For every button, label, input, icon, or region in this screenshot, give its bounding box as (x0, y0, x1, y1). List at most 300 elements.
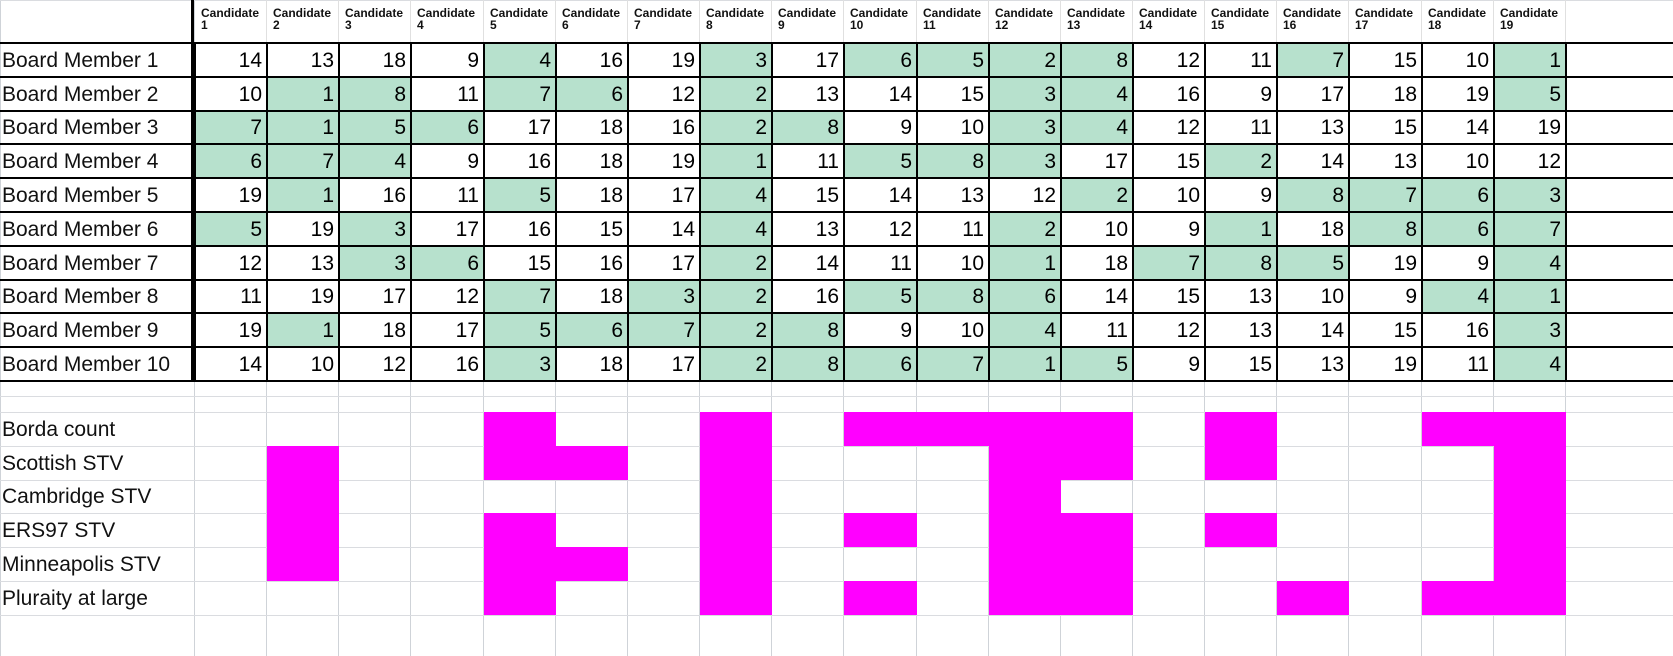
elected-cell[interactable] (1349, 412, 1422, 446)
elected-cell[interactable] (1061, 446, 1133, 480)
rank-cell[interactable]: 14 (238, 352, 262, 376)
rank-cell[interactable]: 19 (238, 183, 262, 207)
elected-cell[interactable] (1205, 412, 1277, 446)
rank-cell[interactable]: 15 (1248, 352, 1272, 376)
rank-cell[interactable]: 12 (455, 285, 479, 308)
elected-cell[interactable] (195, 581, 267, 615)
elected-cell[interactable] (1277, 547, 1349, 581)
rank-cell[interactable]: 9 (1260, 82, 1272, 106)
elected-cell[interactable] (628, 480, 700, 513)
rank-cell[interactable]: 17 (671, 352, 695, 376)
elected-cell[interactable] (772, 446, 844, 480)
rank-cell[interactable]: 10 (960, 251, 984, 275)
rank-cell[interactable]: 4 (700, 178, 772, 212)
row-label-board-member[interactable]: Board Member 6 (2, 217, 159, 241)
rank-cell[interactable]: 4 (1422, 280, 1494, 313)
elected-cell[interactable] (195, 446, 267, 480)
elected-cell[interactable] (1133, 480, 1205, 513)
elected-cell[interactable] (1061, 513, 1133, 547)
elected-cell[interactable] (339, 547, 411, 581)
header-candidate[interactable]: Candidate 10 (844, 0, 917, 42)
header-candidate[interactable]: Candidate 13 (1061, 0, 1133, 42)
elected-cell[interactable] (1061, 581, 1133, 615)
header-candidate[interactable]: Candidate 11 (917, 0, 989, 42)
elected-cell[interactable] (1061, 480, 1133, 513)
rank-cell[interactable]: 19 (1393, 251, 1417, 275)
row-label-method[interactable]: Minneapolis STV (2, 552, 161, 576)
rank-cell[interactable]: 17 (671, 251, 695, 275)
rank-cell[interactable]: 5 (1494, 77, 1566, 111)
elected-cell[interactable] (1349, 446, 1422, 480)
elected-cell[interactable] (411, 513, 484, 547)
rank-cell[interactable]: 7 (628, 313, 700, 347)
rank-cell[interactable]: 14 (1104, 285, 1128, 308)
rank-cell[interactable]: 8 (917, 280, 989, 313)
elected-cell[interactable] (917, 446, 989, 480)
elected-cell[interactable] (1277, 446, 1349, 480)
rank-cell[interactable]: 6 (411, 111, 484, 144)
row-label-board-member[interactable]: Board Member 4 (2, 149, 159, 173)
header-candidate[interactable]: Candidate 5 (484, 0, 556, 42)
rank-cell[interactable]: 15 (1176, 149, 1200, 173)
elected-cell[interactable] (484, 513, 556, 547)
rank-cell[interactable]: 19 (1465, 82, 1489, 106)
header-candidate[interactable]: Candidate 8 (700, 0, 772, 42)
rank-cell[interactable]: 7 (484, 280, 556, 313)
rank-cell[interactable]: 7 (484, 77, 556, 111)
rank-cell[interactable]: 13 (310, 251, 334, 275)
elected-cell[interactable] (772, 412, 844, 446)
row-label-method[interactable]: ERS97 STV (2, 518, 116, 542)
elected-cell[interactable] (844, 513, 917, 547)
rank-cell[interactable]: 12 (1176, 48, 1200, 72)
elected-cell[interactable] (267, 446, 339, 480)
elected-cell[interactable] (484, 412, 556, 446)
rank-cell[interactable]: 16 (382, 183, 406, 207)
rank-cell[interactable]: 14 (888, 82, 912, 106)
rank-cell[interactable]: 16 (1465, 318, 1489, 342)
rank-cell[interactable]: 13 (310, 48, 334, 72)
rank-cell[interactable]: 7 (1349, 178, 1422, 212)
rank-cell[interactable]: 5 (844, 144, 917, 178)
rank-cell[interactable]: 15 (527, 251, 551, 275)
rank-cell[interactable]: 12 (238, 251, 262, 275)
elected-cell[interactable] (556, 480, 628, 513)
rank-cell[interactable]: 6 (1422, 178, 1494, 212)
header-candidate[interactable]: Candidate 1 (195, 0, 267, 42)
rank-cell[interactable]: 6 (556, 313, 628, 347)
rank-cell[interactable]: 4 (339, 144, 411, 178)
rank-cell[interactable]: 17 (382, 285, 406, 308)
rank-cell[interactable]: 13 (1248, 285, 1272, 308)
rank-cell[interactable]: 6 (1422, 212, 1494, 246)
rank-cell[interactable]: 14 (1465, 116, 1489, 139)
rank-cell[interactable]: 8 (772, 347, 844, 381)
rank-cell[interactable]: 18 (599, 183, 623, 207)
rank-cell[interactable]: 16 (599, 48, 623, 72)
header-candidate[interactable]: Candidate 17 (1349, 0, 1422, 42)
rank-cell[interactable]: 4 (1494, 347, 1566, 381)
rank-cell[interactable]: 10 (310, 352, 334, 376)
rank-cell[interactable]: 12 (1176, 318, 1200, 342)
elected-cell[interactable] (1205, 547, 1277, 581)
rank-cell[interactable]: 11 (1106, 318, 1128, 342)
rank-cell[interactable]: 8 (1349, 212, 1422, 246)
rank-cell[interactable]: 8 (917, 144, 989, 178)
rank-cell[interactable]: 11 (817, 149, 839, 173)
rank-cell[interactable]: 19 (238, 318, 262, 342)
rank-cell[interactable]: 17 (455, 318, 479, 342)
rank-cell[interactable]: 11 (240, 285, 262, 308)
row-label-method[interactable]: Pluraity at large (2, 586, 148, 610)
rank-cell[interactable]: 3 (628, 280, 700, 313)
rank-cell[interactable]: 4 (1061, 77, 1133, 111)
elected-cell[interactable] (772, 581, 844, 615)
elected-cell[interactable] (917, 513, 989, 547)
header-candidate[interactable]: Candidate 18 (1422, 0, 1494, 42)
rank-cell[interactable]: 11 (1250, 48, 1272, 72)
rank-cell[interactable]: 7 (1133, 246, 1205, 280)
row-label-board-member[interactable]: Board Member 10 (2, 352, 171, 376)
elected-cell[interactable] (1277, 412, 1349, 446)
elected-cell[interactable] (917, 581, 989, 615)
elected-cell[interactable] (1133, 412, 1205, 446)
elected-cell[interactable] (628, 446, 700, 480)
rank-cell[interactable]: 18 (599, 285, 623, 308)
rank-cell[interactable]: 3 (339, 212, 411, 246)
rank-cell[interactable]: 10 (960, 116, 984, 139)
rank-cell[interactable]: 13 (815, 82, 839, 106)
rank-cell[interactable]: 8 (1205, 246, 1277, 280)
rank-cell[interactable]: 9 (900, 116, 912, 139)
rank-cell[interactable]: 15 (1393, 48, 1417, 72)
row-label-board-member[interactable]: Board Member 1 (2, 48, 159, 72)
rank-cell[interactable]: 1 (267, 178, 339, 212)
row-label-board-member[interactable]: Board Member 8 (2, 285, 159, 308)
rank-cell[interactable]: 9 (467, 48, 479, 72)
rank-cell[interactable]: 10 (1465, 48, 1489, 72)
rank-cell[interactable]: 15 (960, 82, 984, 106)
elected-cell[interactable] (628, 581, 700, 615)
rank-cell[interactable]: 17 (671, 183, 695, 207)
rank-cell[interactable]: 1 (700, 144, 772, 178)
elected-cell[interactable] (917, 480, 989, 513)
row-label-board-member[interactable]: Board Member 7 (2, 251, 159, 275)
rank-cell[interactable]: 2 (700, 280, 772, 313)
rank-cell[interactable]: 12 (1176, 116, 1200, 139)
header-candidate[interactable]: Candidate 14 (1133, 0, 1205, 42)
rank-cell[interactable]: 9 (900, 318, 912, 342)
elected-cell[interactable] (844, 480, 917, 513)
rank-cell[interactable]: 18 (382, 318, 406, 342)
rank-cell[interactable]: 17 (1320, 82, 1344, 106)
elected-cell[interactable] (989, 480, 1061, 513)
elected-cell[interactable] (989, 412, 1061, 446)
rank-cell[interactable]: 13 (1393, 149, 1417, 173)
rank-cell[interactable]: 1 (267, 313, 339, 347)
elected-cell[interactable] (1422, 480, 1494, 513)
rank-cell[interactable]: 9 (1260, 183, 1272, 207)
rank-cell[interactable]: 5 (484, 178, 556, 212)
rank-cell[interactable]: 14 (1320, 149, 1344, 173)
elected-cell[interactable] (1349, 513, 1422, 547)
elected-cell[interactable] (1205, 581, 1277, 615)
elected-cell[interactable] (267, 480, 339, 513)
elected-cell[interactable] (411, 547, 484, 581)
elected-cell[interactable] (917, 412, 989, 446)
rank-cell[interactable]: 14 (238, 48, 262, 72)
rank-cell[interactable]: 6 (989, 280, 1061, 313)
elected-cell[interactable] (1349, 547, 1422, 581)
rank-cell[interactable]: 13 (1320, 116, 1344, 139)
rank-cell[interactable]: 16 (455, 352, 479, 376)
rank-cell[interactable]: 8 (772, 313, 844, 347)
rank-cell[interactable]: 14 (671, 217, 695, 241)
rank-cell[interactable]: 9 (1477, 251, 1489, 275)
rank-cell[interactable]: 9 (467, 149, 479, 173)
elected-cell[interactable] (844, 412, 917, 446)
rank-cell[interactable]: 13 (1320, 352, 1344, 376)
elected-cell[interactable] (267, 581, 339, 615)
rank-cell[interactable]: 18 (1320, 217, 1344, 241)
header-candidate[interactable]: Candidate 3 (339, 0, 411, 42)
elected-cell[interactable] (339, 412, 411, 446)
rank-cell[interactable]: 4 (1061, 111, 1133, 144)
rank-cell[interactable]: 13 (815, 217, 839, 241)
rank-cell[interactable]: 15 (1393, 318, 1417, 342)
elected-cell[interactable] (195, 513, 267, 547)
elected-cell[interactable] (772, 547, 844, 581)
header-candidate[interactable]: Candidate 2 (267, 0, 339, 42)
rank-cell[interactable]: 10 (960, 318, 984, 342)
rank-cell[interactable]: 7 (267, 144, 339, 178)
header-candidate[interactable]: Candidate 15 (1205, 0, 1277, 42)
row-label-method[interactable]: Scottish STV (2, 451, 124, 475)
header-candidate[interactable]: Candidate 16 (1277, 0, 1349, 42)
rank-cell[interactable]: 6 (411, 246, 484, 280)
elected-cell[interactable] (484, 547, 556, 581)
rank-cell[interactable]: 1 (267, 77, 339, 111)
header-candidate[interactable]: Candidate 6 (556, 0, 628, 42)
elected-cell[interactable] (1277, 480, 1349, 513)
rank-cell[interactable]: 3 (700, 43, 772, 77)
rank-cell[interactable]: 16 (815, 285, 839, 308)
elected-cell[interactable] (339, 513, 411, 547)
rank-cell[interactable]: 11 (1250, 116, 1272, 139)
elected-cell[interactable] (484, 446, 556, 480)
rank-cell[interactable]: 18 (382, 48, 406, 72)
header-candidate[interactable]: Candidate 9 (772, 0, 844, 42)
rank-cell[interactable]: 12 (888, 217, 912, 241)
elected-cell[interactable] (989, 581, 1061, 615)
elected-cell[interactable] (772, 513, 844, 547)
elected-cell[interactable] (1494, 513, 1566, 547)
rank-cell[interactable]: 17 (815, 48, 839, 72)
rank-cell[interactable]: 5 (1061, 347, 1133, 381)
rank-cell[interactable]: 2 (1061, 178, 1133, 212)
elected-cell[interactable] (556, 581, 628, 615)
rank-cell[interactable]: 1 (1494, 43, 1566, 77)
rank-cell[interactable]: 3 (1494, 178, 1566, 212)
elected-cell[interactable] (700, 513, 772, 547)
elected-cell[interactable] (1349, 480, 1422, 513)
row-label-method[interactable]: Cambridge STV (2, 485, 152, 508)
rank-cell[interactable]: 15 (815, 183, 839, 207)
elected-cell[interactable] (267, 412, 339, 446)
rank-cell[interactable]: 13 (960, 183, 984, 207)
elected-cell[interactable] (628, 412, 700, 446)
elected-cell[interactable] (195, 480, 267, 513)
rank-cell[interactable]: 19 (1393, 352, 1417, 376)
rank-cell[interactable]: 11 (457, 183, 479, 207)
rank-cell[interactable]: 4 (484, 43, 556, 77)
rank-cell[interactable]: 9 (1188, 352, 1200, 376)
elected-cell[interactable] (1494, 547, 1566, 581)
row-label-board-member[interactable]: Board Member 9 (2, 318, 159, 342)
elected-cell[interactable] (556, 446, 628, 480)
elected-cell[interactable] (1494, 446, 1566, 480)
elected-cell[interactable] (411, 446, 484, 480)
rank-cell[interactable]: 1 (1205, 212, 1277, 246)
rank-cell[interactable]: 10 (1176, 183, 1200, 207)
rank-cell[interactable]: 18 (599, 116, 623, 139)
rank-cell[interactable]: 17 (527, 116, 551, 139)
rank-cell[interactable]: 12 (1032, 183, 1056, 207)
elected-cell[interactable] (700, 412, 772, 446)
rank-cell[interactable]: 19 (310, 285, 334, 308)
rank-cell[interactable]: 7 (195, 111, 267, 144)
rank-cell[interactable]: 3 (339, 246, 411, 280)
rank-cell[interactable]: 18 (1393, 82, 1417, 106)
rank-cell[interactable]: 4 (989, 313, 1061, 347)
rank-cell[interactable]: 17 (455, 217, 479, 241)
elected-cell[interactable] (844, 581, 917, 615)
elected-cell[interactable] (195, 412, 267, 446)
elected-cell[interactable] (1494, 412, 1566, 446)
rank-cell[interactable]: 8 (772, 111, 844, 144)
rank-cell[interactable]: 12 (671, 82, 695, 106)
elected-cell[interactable] (1277, 513, 1349, 547)
rank-cell[interactable]: 5 (195, 212, 267, 246)
rank-cell[interactable]: 2 (989, 212, 1061, 246)
header-candidate[interactable]: Candidate 7 (628, 0, 700, 42)
elected-cell[interactable] (411, 412, 484, 446)
elected-cell[interactable] (628, 547, 700, 581)
rank-cell[interactable]: 17 (1104, 149, 1128, 173)
rank-cell[interactable]: 9 (1405, 285, 1417, 308)
rank-cell[interactable]: 7 (1277, 43, 1349, 77)
rank-cell[interactable]: 16 (527, 217, 551, 241)
elected-cell[interactable] (267, 547, 339, 581)
elected-cell[interactable] (411, 480, 484, 513)
rank-cell[interactable]: 12 (1537, 149, 1561, 173)
rank-cell[interactable]: 3 (989, 77, 1061, 111)
elected-cell[interactable] (339, 581, 411, 615)
elected-cell[interactable] (556, 513, 628, 547)
rank-cell[interactable]: 19 (310, 217, 334, 241)
rank-cell[interactable]: 6 (844, 347, 917, 381)
rank-cell[interactable]: 5 (917, 43, 989, 77)
rank-cell[interactable]: 19 (671, 48, 695, 72)
rank-cell[interactable]: 16 (1176, 82, 1200, 106)
rank-cell[interactable]: 12 (382, 352, 406, 376)
rank-cell[interactable]: 2 (700, 77, 772, 111)
rank-cell[interactable]: 18 (599, 149, 623, 173)
rank-cell[interactable]: 15 (599, 217, 623, 241)
rank-cell[interactable]: 13 (1248, 318, 1272, 342)
elected-cell[interactable] (1494, 480, 1566, 513)
elected-cell[interactable] (339, 480, 411, 513)
elected-cell[interactable] (1205, 446, 1277, 480)
rank-cell[interactable]: 11 (962, 217, 984, 241)
elected-cell[interactable] (1422, 513, 1494, 547)
elected-cell[interactable] (484, 581, 556, 615)
rank-cell[interactable]: 6 (844, 43, 917, 77)
rank-cell[interactable]: 15 (1393, 116, 1417, 139)
elected-cell[interactable] (1422, 547, 1494, 581)
elected-cell[interactable] (411, 581, 484, 615)
elected-cell[interactable] (772, 480, 844, 513)
rank-cell[interactable]: 9 (1188, 217, 1200, 241)
rank-cell[interactable]: 14 (1320, 318, 1344, 342)
rank-cell[interactable]: 7 (917, 347, 989, 381)
rank-cell[interactable]: 19 (1537, 116, 1561, 139)
rank-cell[interactable]: 3 (989, 111, 1061, 144)
elected-cell[interactable] (1061, 547, 1133, 581)
rank-cell[interactable]: 2 (700, 246, 772, 280)
rank-cell[interactable]: 2 (700, 111, 772, 144)
rank-cell[interactable]: 14 (888, 183, 912, 207)
elected-cell[interactable] (339, 446, 411, 480)
elected-cell[interactable] (1422, 581, 1494, 615)
rank-cell[interactable]: 8 (1277, 178, 1349, 212)
elected-cell[interactable] (989, 446, 1061, 480)
rank-cell[interactable]: 15 (1176, 285, 1200, 308)
rank-cell[interactable]: 10 (1465, 149, 1489, 173)
rank-cell[interactable]: 11 (1467, 352, 1489, 376)
header-candidate[interactable]: Candidate 4 (411, 0, 484, 42)
rank-cell[interactable]: 18 (1104, 251, 1128, 275)
elected-cell[interactable] (844, 446, 917, 480)
rank-cell[interactable]: 7 (1494, 212, 1566, 246)
elected-cell[interactable] (700, 547, 772, 581)
elected-cell[interactable] (1133, 581, 1205, 615)
elected-cell[interactable] (1349, 581, 1422, 615)
rank-cell[interactable]: 2 (989, 43, 1061, 77)
rank-cell[interactable]: 3 (484, 347, 556, 381)
elected-cell[interactable] (484, 480, 556, 513)
rank-cell[interactable]: 4 (1494, 246, 1566, 280)
rank-cell[interactable]: 10 (238, 82, 262, 106)
row-label-board-member[interactable]: Board Member 2 (2, 82, 159, 106)
rank-cell[interactable]: 5 (1277, 246, 1349, 280)
elected-cell[interactable] (700, 581, 772, 615)
rank-cell[interactable]: 19 (671, 149, 695, 173)
rank-cell[interactable]: 3 (989, 144, 1061, 178)
rank-cell[interactable]: 8 (1061, 43, 1133, 77)
rank-cell[interactable]: 16 (527, 149, 551, 173)
rank-cell[interactable]: 16 (599, 251, 623, 275)
elected-cell[interactable] (1133, 446, 1205, 480)
elected-cell[interactable] (989, 547, 1061, 581)
rank-cell[interactable]: 6 (556, 77, 628, 111)
rank-cell[interactable]: 1 (989, 347, 1061, 381)
rank-cell[interactable]: 4 (700, 212, 772, 246)
rank-cell[interactable]: 10 (1104, 217, 1128, 241)
elected-cell[interactable] (989, 513, 1061, 547)
row-label-board-member[interactable]: Board Member 3 (2, 116, 159, 139)
rank-cell[interactable]: 2 (700, 347, 772, 381)
